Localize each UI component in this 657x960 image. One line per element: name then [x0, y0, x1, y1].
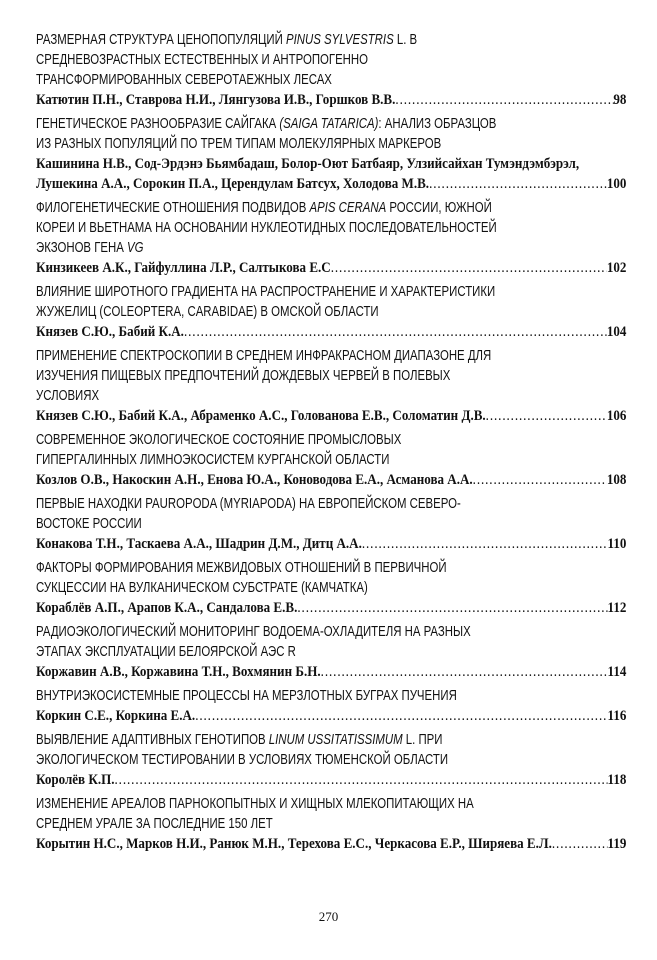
entry-authors-line — [36, 706, 626, 726]
authors-text: Королёв К.П. — [36, 772, 115, 788]
title-text: РОССИИ, ЮЖНОЙ — [386, 199, 492, 216]
title-text: ЖУЖЕЛИЦ (COLEOPTERA, CARABIDAE) В ОМСКОЙ ОБЛАСТИ — [36, 303, 379, 320]
title-text: ПРИМЕНЕНИЕ СПЕКТРОСКОПИИ В СРЕДНЕМ ИНФРАКРАСНОМ ДИАПАЗОНЕ ДЛЯ — [36, 347, 492, 364]
leader-dots — [395, 90, 613, 110]
entry-title-line — [36, 302, 626, 322]
toc-entry — [36, 114, 626, 194]
title-text: ТРАНСФОРМИРОВАННЫХ СЕВЕРОТАЕЖНЫХ ЛЕСАХ — [36, 71, 332, 88]
entry-page-number: 118 — [607, 772, 627, 788]
entry-title-line — [36, 514, 626, 534]
entry-title-line — [36, 346, 626, 366]
title-text: ФИЛОГЕНЕТИЧЕСКИЕ ОТНОШЕНИЯ ПОДВИДОВ — [36, 199, 310, 216]
entry-title-line — [36, 198, 626, 218]
italic-species-name: LINUM USSITATISSIMUM — [268, 731, 403, 748]
entry-authors-line — [36, 534, 626, 554]
entry-title-line — [36, 730, 626, 750]
title-text: ГИПЕРГАЛИННЫХ ЛИМНОЭКОСИСТЕМ КУРГАНСКОЙ ОБЛАСТИ — [36, 451, 390, 468]
title-text: L. В — [393, 31, 418, 48]
authors-text: Кораблёв А.П., Арапов К.А., Сандалова Е.В. — [36, 600, 298, 616]
entry-authors-line — [36, 406, 626, 426]
entry-page-number: 112 — [607, 600, 627, 616]
authors-text: Конакова Т.Н., Таскаева А.А., Шадрин Д.М., Дитц А.А. — [36, 536, 362, 552]
toc-entry — [36, 494, 626, 554]
toc-entry — [36, 558, 626, 618]
authors-text: Коркин С.Е., Коркина Е.А. — [36, 708, 196, 724]
title-text: ИЗМЕНЕНИЕ АРЕАЛОВ ПАРНОКОПЫТНЫХ И ХИЩНЫХ МЛЕКОПИТАЮЩИХ НА — [36, 795, 474, 812]
entry-title-line — [36, 50, 626, 70]
leader-dots — [195, 706, 607, 726]
toc-entry — [36, 282, 626, 342]
authors-text: Корытин Н.С., Марков Н.И., Ранюк М.Н., Терехова Е.С., Черкасова Е.Р., Ширяева Е.Л. — [36, 836, 552, 852]
leader-dots — [552, 834, 608, 854]
leader-dots — [184, 322, 607, 342]
title-text: ИЗУЧЕНИЯ ПИЩЕВЫХ ПРЕДПОЧТЕНИЙ ДОЖДЕВЫХ ЧЕРВЕЙ В ПОЛЕВЫХ — [36, 367, 451, 384]
toc-entry — [36, 622, 626, 682]
entry-title-line — [36, 750, 626, 770]
entry-title-line — [36, 386, 626, 406]
entry-authors-line — [36, 154, 626, 174]
authors-text: Козлов О.В., Накоскин А.Н., Енова Ю.А., Коноводова Е.А., Асманова А.А. — [36, 472, 473, 488]
title-text: СУКЦЕССИИ НА ВУЛКАНИЧЕСКОМ СУБСТРАТЕ (КАМЧАТКА) — [36, 579, 368, 596]
entry-title-line — [36, 430, 626, 450]
title-text: ВНУТРИЭКОСИСТЕМНЫЕ ПРОЦЕССЫ НА МЕРЗЛОТНЫХ БУГРАХ ПУЧЕНИЯ — [36, 687, 457, 704]
italic-species-name: APIS CERANA — [309, 199, 387, 216]
title-text: СОВРЕМЕННОЕ ЭКОЛОГИЧЕСКОЕ СОСТОЯНИЕ ПРОМЫСЛОВЫХ — [36, 431, 402, 448]
authors-text: Кинзикеев А.К., Гайфуллина Л.Р., Салтыкова Е.С — [36, 260, 331, 276]
entry-title-line — [36, 450, 626, 470]
italic-species-name: VG — [126, 239, 144, 256]
title-text: УСЛОВИЯХ — [36, 387, 100, 404]
entry-title-line — [36, 794, 626, 814]
entry-authors-line — [36, 90, 626, 110]
title-text: ФАКТОРЫ ФОРМИРОВАНИЯ МЕЖВИДОВЫХ ОТНОШЕНИЙ В ПЕРВИЧНОЙ — [36, 559, 447, 576]
entry-title-line — [36, 70, 626, 90]
italic-species-name: PINUS SYLVESTRIS — [285, 31, 394, 48]
entry-authors-line — [36, 174, 626, 194]
leader-dots — [297, 598, 607, 618]
authors-text: Лушекина А.А., Сорокин П.А., Церендулам Батсух, Холодова М.В. — [36, 176, 430, 192]
title-text: ИЗ РАЗНЫХ ПОПУЛЯЦИЙ ПО ТРЕМ ТИПАМ МОЛЕКУЛЯРНЫХ МАРКЕРОВ — [36, 135, 442, 152]
entry-page-number: 110 — [607, 536, 627, 552]
title-text: ЭКОЛОГИЧЕСКОМ ТЕСТИРОВАНИИ В УСЛОВИЯХ ТЮМЕНСКОЙ ОБЛАСТИ — [36, 751, 449, 768]
entry-page-number: 114 — [607, 664, 627, 680]
entry-title-line — [36, 622, 626, 642]
table-of-contents — [36, 30, 626, 858]
authors-text: Князев С.Ю., Бабий К.А., Абраменко А.С., Голованова Е.В., Соломатин Д.В. — [36, 408, 486, 424]
toc-entry — [36, 794, 626, 854]
entry-authors-line — [36, 258, 626, 278]
entry-title-line — [36, 686, 626, 706]
authors-text: Коржавин А.В., Коржавина Т.Н., Вохмянин Б.Н. — [36, 664, 321, 680]
title-text: ГЕНЕТИЧЕСКОЕ РАЗНООБРАЗИЕ САЙГАКА — [36, 115, 280, 132]
entry-page-number: 102 — [606, 260, 627, 276]
title-text: ВЛИЯНИЕ ШИРОТНОГО ГРАДИЕНТА НА РАСПРОСТРАНЕНИЕ И ХАРАКТЕРИСТИКИ — [36, 283, 496, 300]
toc-entry — [36, 198, 626, 278]
leader-dots — [321, 662, 608, 682]
entry-page-number: 100 — [606, 176, 627, 192]
entry-title-line — [36, 30, 626, 50]
leader-dots — [473, 470, 607, 490]
title-text: ЭТАПАХ ЭКСПЛУАТАЦИИ БЕЛОЯРСКОЙ АЭС R — [36, 643, 296, 660]
entry-title-line — [36, 366, 626, 386]
title-text: ВЫЯВЛЕНИЕ АДАПТИВНЫХ ГЕНОТИПОВ — [36, 731, 269, 748]
entry-title-line — [36, 642, 626, 662]
title-text: СРЕДНЕВОЗРАСТНЫХ ЕСТЕСТВЕННЫХ И АНТРОПОГЕННО — [36, 51, 369, 68]
leader-dots — [115, 770, 608, 790]
entry-page-number: 98 — [613, 92, 627, 108]
entry-title-line — [36, 218, 626, 238]
title-text: РАЗМЕРНАЯ СТРУКТУРА ЦЕНОПОПУЛЯЦИЙ — [36, 31, 286, 48]
title-text: L. ПРИ — [402, 731, 443, 748]
title-text: ЭКЗОНОВ ГЕНА — [36, 239, 127, 256]
entry-title-line — [36, 814, 626, 834]
leader-dots — [429, 174, 607, 194]
italic-species-name: (SAIGA TATARICA) — [279, 115, 379, 132]
toc-entry — [36, 730, 626, 790]
entry-title-line — [36, 494, 626, 514]
entry-authors-line — [36, 834, 626, 854]
toc-entry — [36, 686, 626, 726]
entry-title-line — [36, 238, 626, 258]
entry-authors-line — [36, 322, 626, 342]
entry-authors-line — [36, 770, 626, 790]
entry-title-line — [36, 134, 626, 154]
title-text: : АНАЛИЗ ОБРАЗЦОВ — [378, 115, 497, 132]
title-text: КОРЕИ И ВЬЕТНАМА НА ОСНОВАНИИ НУКЛЕОТИДНЫХ ПОСЛЕДОВАТЕЛЬНОСТЕЙ — [36, 219, 497, 236]
page-number: 270 — [318, 909, 339, 924]
title-text: ПЕРВЫЕ НАХОДКИ PAUROPODA (MYRIAPODA) НА ЕВРОПЕЙСКОМ СЕВЕРО- — [36, 495, 461, 512]
leader-dots — [362, 534, 608, 554]
entry-title-line — [36, 282, 626, 302]
entry-page-number: 108 — [606, 472, 627, 488]
entry-authors-line — [36, 662, 626, 682]
entry-page-number: 116 — [607, 708, 627, 724]
leader-dots — [331, 258, 607, 278]
leader-dots — [486, 406, 607, 426]
entry-title-line — [36, 114, 626, 134]
entry-authors-line — [36, 470, 626, 490]
authors-text: Катютин П.Н., Ставрова Н.И., Лянгузова И.В., Горшков В.В. — [36, 92, 396, 108]
entry-page-number: 119 — [607, 836, 627, 852]
toc-entry — [36, 346, 626, 426]
authors-text: Кашинина Н.В., Сод-Эрдэнэ Бьямбадаш, Болор-Оют Батбаяр, Улзийсайхан Тумэндэмбэрэл, — [36, 156, 580, 172]
title-text: ВОСТОКЕ РОССИИ — [36, 515, 142, 532]
authors-text: Князев С.Ю., Бабий К.А. — [36, 324, 184, 340]
entry-authors-line — [36, 598, 626, 618]
title-text: СРЕДНЕМ УРАЛЕ ЗА ПОСЛЕДНИЕ 150 ЛЕТ — [36, 815, 273, 832]
title-text: РАДИОЭКОЛОГИЧЕСКИЙ МОНИТОРИНГ ВОДОЕМА-ОХЛАДИТЕЛЯ НА РАЗНЫХ — [36, 623, 471, 640]
entry-title-line — [36, 578, 626, 598]
toc-entry — [36, 30, 626, 110]
toc-entry — [36, 430, 626, 490]
entry-page-number: 104 — [606, 324, 627, 340]
entry-page-number: 106 — [606, 408, 627, 424]
entry-title-line — [36, 558, 626, 578]
